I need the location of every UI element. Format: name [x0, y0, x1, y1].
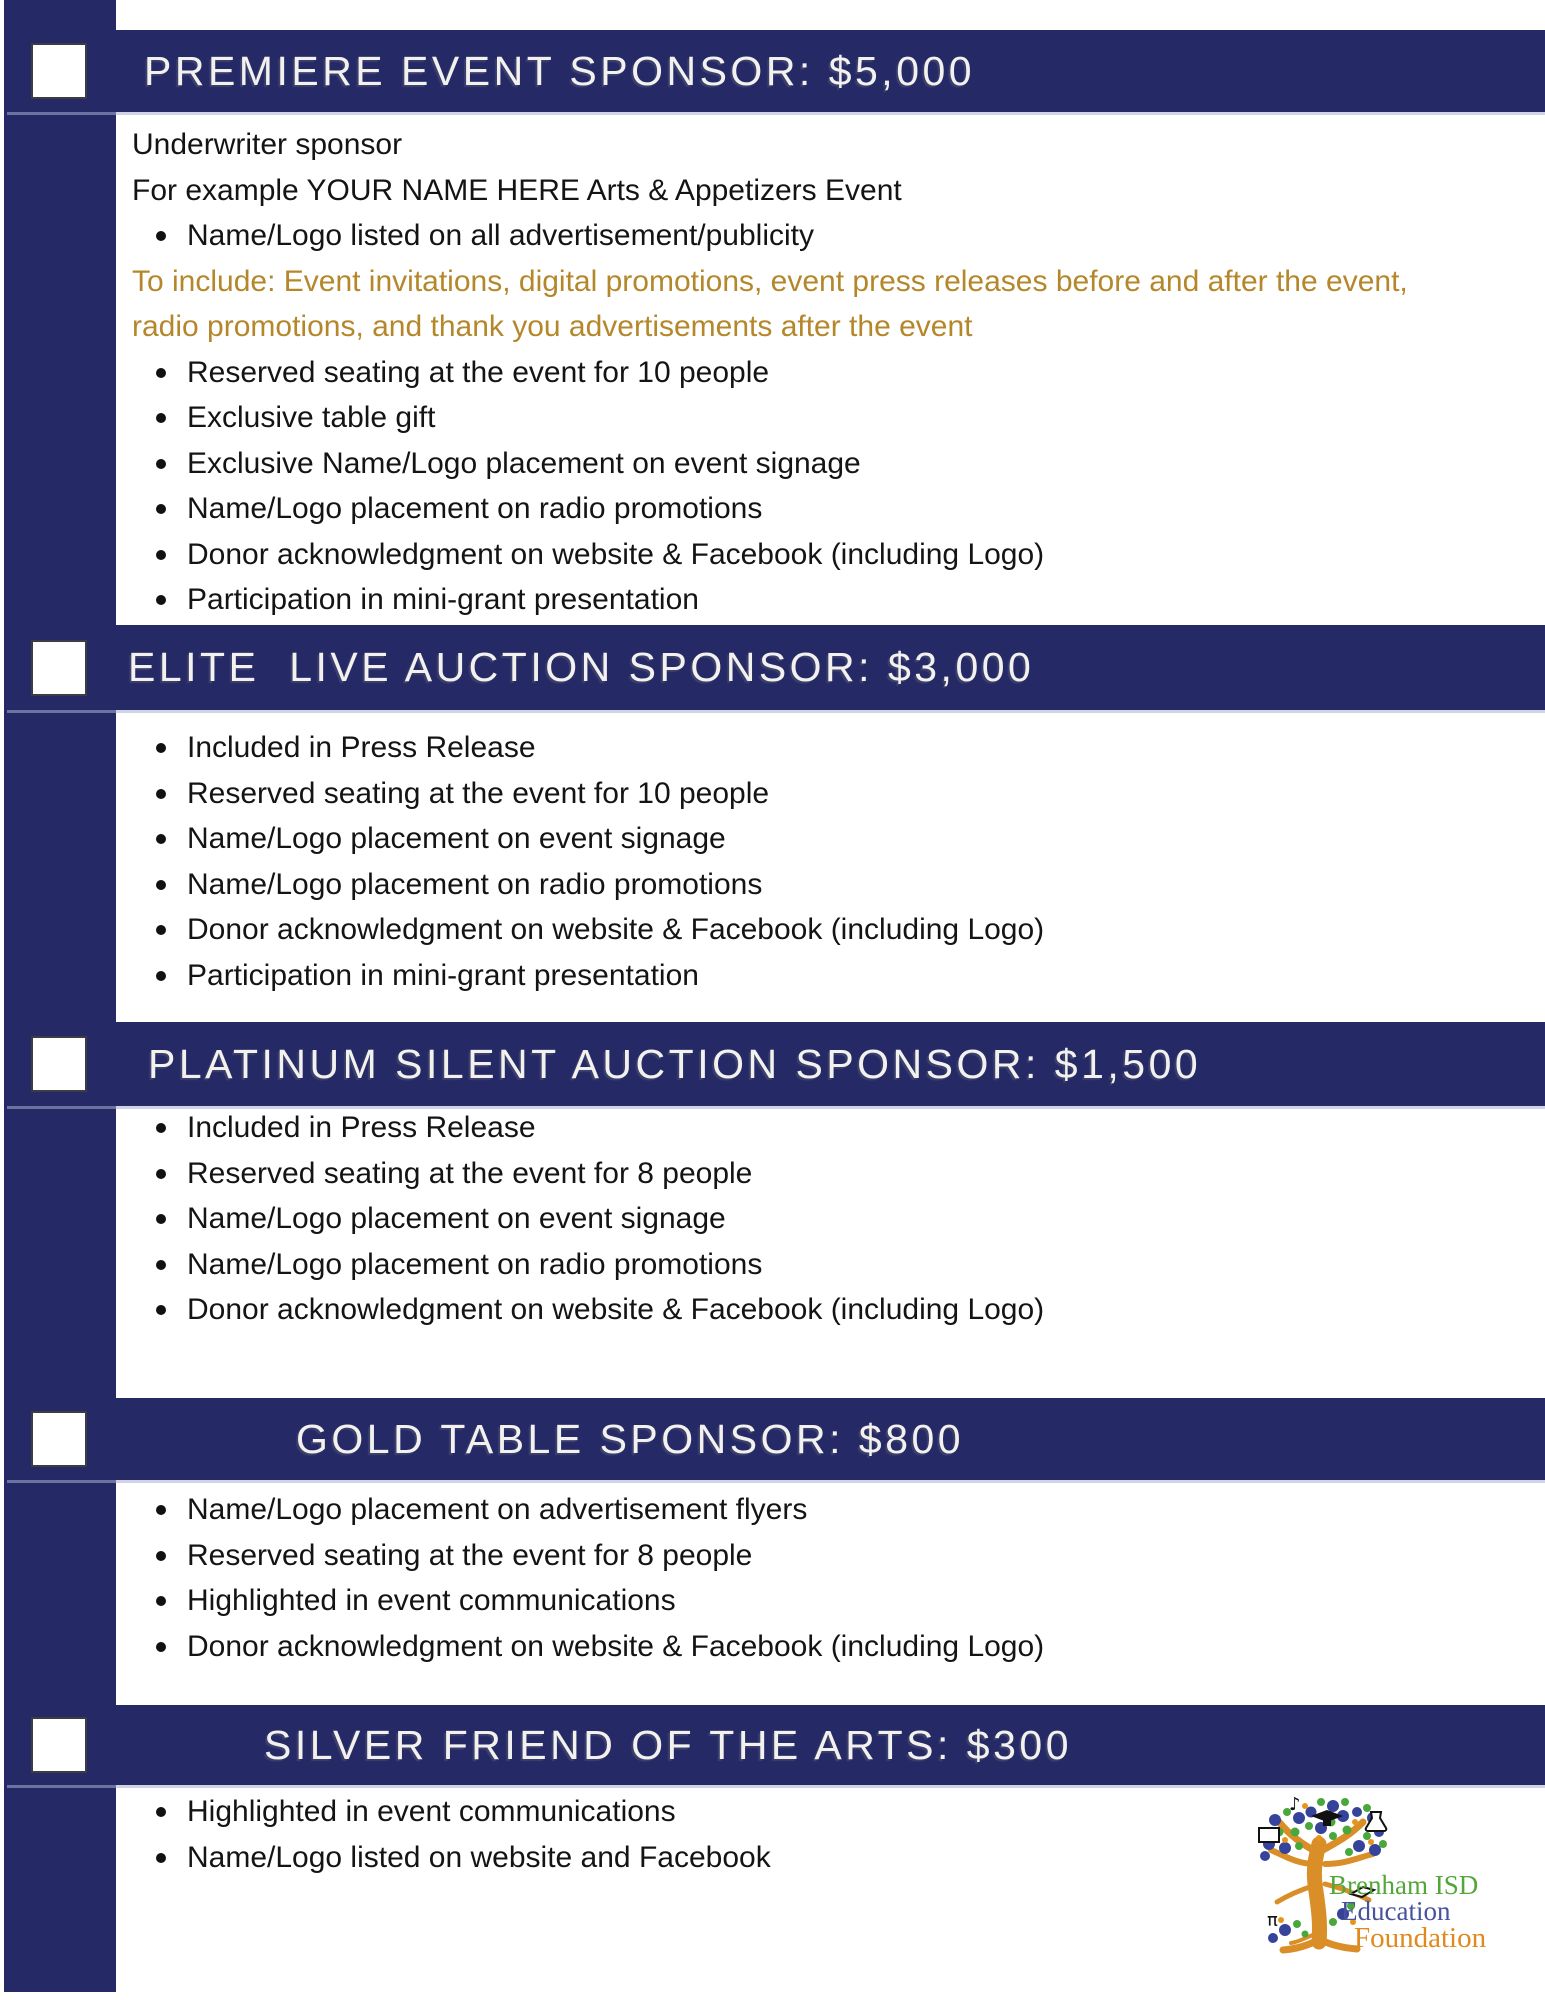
section-body-premiere: [132, 122, 1447, 623]
bullet-item: Name/Logo placement on radio promotions: [132, 486, 1447, 532]
benefit-list: [132, 1487, 1447, 1669]
bullet-item: Participation in mini-grant presentation: [132, 577, 1447, 623]
bullet-item: Donor acknowledgment on website & Facebook (including Logo): [132, 1624, 1447, 1670]
section-body-elite: [132, 725, 1447, 998]
intro-line: Underwriter sponsor: [132, 128, 403, 161]
bullet-item: Name/Logo placement on event signage: [132, 816, 1447, 862]
logo-line: Brenham ISD: [1329, 1870, 1479, 1900]
benefit-list: [132, 213, 1447, 259]
checkbox-platinum[interactable]: [31, 1036, 87, 1092]
bullet-item: Name/Logo listed on website and Facebook: [132, 1835, 1312, 1881]
bullet-item: Reserved seating at the event for 8 people: [132, 1533, 1447, 1579]
section-body-platinum: [132, 1105, 1447, 1333]
checkbox-gold[interactable]: [31, 1411, 87, 1467]
section-title: PLATINUM SILENT AUCTION SPONSOR: $1,500: [148, 1040, 1202, 1087]
benefit-list: [132, 1105, 1447, 1333]
svg-text:π: π: [1267, 1910, 1278, 1931]
section-header-gold: [4, 1398, 1545, 1480]
bullet-item: Name/Logo placement on radio promotions: [132, 1242, 1447, 1288]
benefit-list: [132, 350, 1447, 623]
logo-line: Education: [1341, 1896, 1451, 1926]
svg-text:♪: ♪: [1289, 1794, 1301, 1815]
bullet-item: Reserved seating at the event for 10 people: [132, 350, 1447, 396]
section-header-silver: [4, 1705, 1545, 1785]
checkbox-silver[interactable]: [31, 1717, 87, 1773]
bullet-item: Donor acknowledgment on website & Facebook (including Logo): [132, 1287, 1447, 1333]
bullet-item: Donor acknowledgment on website & Facebook (including Logo): [132, 907, 1447, 953]
bullet-item: Included in Press Release: [132, 1105, 1447, 1151]
benefit-list: [132, 1789, 1312, 1880]
bullet-item: Name/Logo placement on radio promotions: [132, 862, 1447, 908]
bullet-item: Exclusive table gift: [132, 395, 1447, 441]
section-title: SILVER FRIEND OF THE ARTS: $300: [264, 1721, 1073, 1768]
bullet-item: Donor acknowledgment on website & Facebook (including Logo): [132, 532, 1447, 578]
logo-line: Foundation: [1354, 1922, 1487, 1954]
section-title: PREMIERE EVENT SPONSOR: $5,000: [144, 47, 976, 94]
bullet-item: Highlighted in event communications: [132, 1789, 1312, 1835]
bullet-item: Reserved seating at the event for 10 people: [132, 771, 1447, 817]
intro-line: For example YOUR NAME HERE Arts & Appetizers Event: [132, 173, 902, 207]
bullet-item: Participation in mini-grant presentation: [132, 953, 1447, 999]
bullet-item: Name/Logo placement on advertisement flyers: [132, 1487, 1447, 1533]
section-title: ELITE LIVE AUCTION SPONSOR: $3,000: [128, 644, 1035, 690]
section-title: GOLD TABLE SPONSOR: $800: [296, 1415, 965, 1462]
checkbox-premiere[interactable]: [31, 43, 87, 99]
bullet-item: Highlighted in event communications: [132, 1578, 1447, 1624]
bullet-item: Exclusive Name/Logo placement on event signage: [132, 441, 1447, 487]
section-body-silver: [132, 1789, 1312, 1880]
bullet-item: Included in Press Release: [132, 725, 1447, 771]
section-header-platinum: [4, 1022, 1545, 1106]
bullet-item: Name/Logo placement on event signage: [132, 1196, 1447, 1242]
checkbox-elite[interactable]: [31, 640, 87, 696]
section-body-gold: [132, 1487, 1447, 1669]
brenham-isd-foundation-logo: [1255, 1792, 1487, 1957]
left-accent-band: [4, 0, 116, 1992]
bullet-item: Reserved seating at the event for 8 people: [132, 1151, 1447, 1197]
inclusion-note: To include: Event invitations, digital promotions, event press releases before and after the event, radio promotions, and thank you advertisements after the event: [132, 264, 1408, 343]
section-header-elite: [4, 625, 1545, 710]
bullet-item: Name/Logo listed on all advertisement/publicity: [132, 213, 1447, 259]
section-header-premiere: [4, 30, 1545, 112]
benefit-list: [132, 725, 1447, 998]
